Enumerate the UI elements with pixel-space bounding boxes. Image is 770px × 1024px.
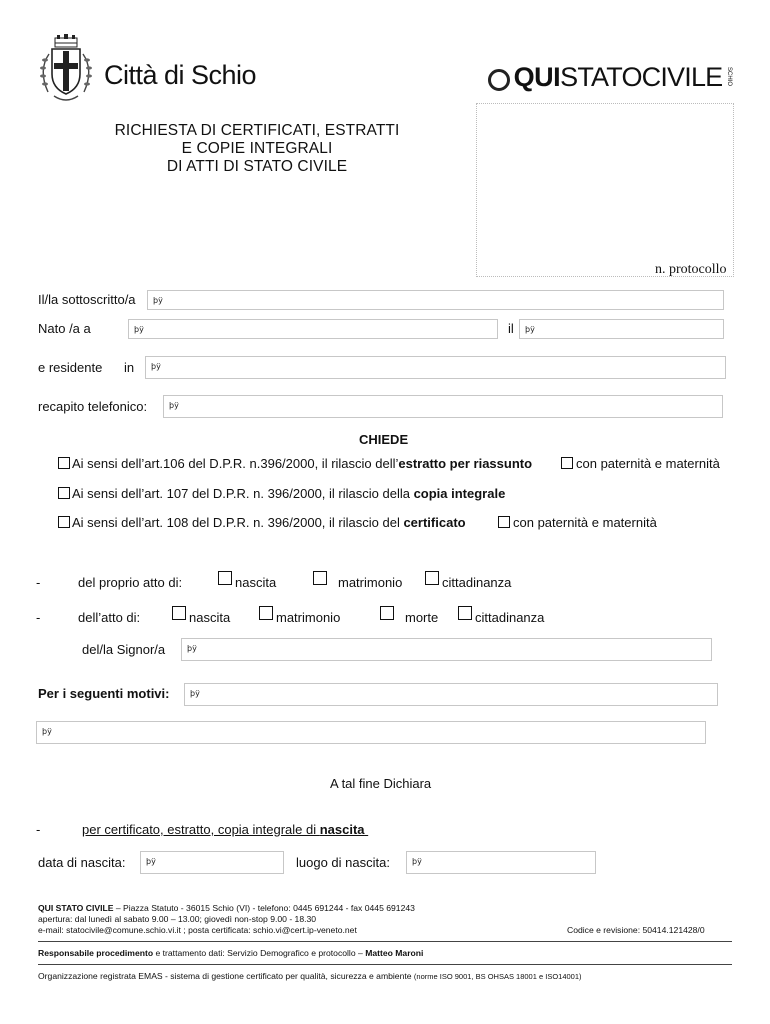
proprio-nascita-label: nascita <box>235 575 277 590</box>
footer-emas <box>38 971 582 981</box>
document-title <box>92 122 422 176</box>
footer-org-name: QUI STATO CIVILE <box>38 903 114 913</box>
copia-checkbox[interactable] <box>58 487 70 499</box>
atto-cittadinanza-label: cittadinanza <box>475 610 545 625</box>
opt2-text-bold: copia integrale <box>413 486 506 501</box>
nato-label: Nato /a a <box>38 321 91 336</box>
signor-field[interactable]: þÿ <box>181 638 712 661</box>
il-label: il <box>508 321 514 336</box>
title-line-1: RICHIESTA DI CERTIFICATI, ESTRATTI <box>114 122 400 139</box>
atto-matrimonio-label: matrimonio <box>276 610 341 625</box>
proprio-cittadinanza-label: cittadinanza <box>442 575 512 590</box>
footer-emas-text: Organizzazione registrata EMAS - sistema di gestione certificato per qualità, sicurezza e ambiente <box>38 971 414 981</box>
chiede-heading: CHIEDE <box>359 432 409 447</box>
birthdate-field[interactable]: þÿ <box>519 319 724 339</box>
footer-resp-bold: Responsabile procedimento <box>38 948 154 958</box>
atto-nascita-checkbox[interactable] <box>172 606 186 620</box>
footer-org-address: – Piazza Statuto - 36015 Schio (VI) - telefono: 0445 691244 - fax 0445 691243 <box>113 903 415 913</box>
opt3-paternity-label: con paternità e maternità <box>513 515 657 530</box>
atto-cittadinanza-checkbox[interactable] <box>458 606 472 620</box>
opt1-text-bold: estratto per riassunto <box>398 456 533 471</box>
opt1-text <box>72 456 532 471</box>
luogo-nascita-field[interactable]: þÿ <box>406 851 596 874</box>
opt2-text <box>72 486 505 501</box>
certificato-checkbox[interactable] <box>58 516 70 528</box>
brand-bold: QUI <box>513 62 561 92</box>
residence-field[interactable]: þÿ <box>145 356 726 379</box>
city-crest-logo <box>34 34 98 106</box>
opt2-text-regular: Ai sensi dell’art. 107 del D.P.R. n. 396/2000, il rilascio della <box>72 486 414 501</box>
data-nascita-label: data di nascita: <box>38 855 126 870</box>
dash-2: - <box>36 610 41 625</box>
dash-1: - <box>36 575 41 590</box>
opt1-paternity-label: con paternità e maternità <box>576 456 720 471</box>
nascita-section-bold: nascita <box>319 822 365 837</box>
dash-3: - <box>36 822 41 837</box>
motivi-field-2[interactable]: þÿ <box>36 721 706 744</box>
in-label: in <box>124 360 135 375</box>
proprio-cittadinanza-checkbox[interactable] <box>425 571 439 585</box>
footer-code: Codice e revisione: 50414.121428/0 <box>567 925 705 935</box>
recapito-label: recapito telefonico: <box>38 399 148 414</box>
footer-hours: apertura: dal lunedì al sabato 9.00 – 13.00; giovedì non-stop 9.00 - 18.30 <box>38 914 317 924</box>
footer-resp-mid: e trattamento dati: Servizio Demografico e protocollo – <box>153 948 366 958</box>
certificato-paternity-checkbox[interactable] <box>498 516 510 528</box>
phone-field[interactable]: þÿ <box>163 395 723 418</box>
opt3-text <box>72 515 466 530</box>
footer-divider-1 <box>38 941 732 942</box>
title-line-3: DI ATTI DI STATO CIVILE <box>166 158 348 175</box>
motivi-field[interactable]: þÿ <box>184 683 718 706</box>
nascita-section-label <box>82 822 368 837</box>
atto-matrimonio-checkbox[interactable] <box>259 606 273 620</box>
opt3-text-regular: Ai sensi dell’art. 108 del D.P.R. n. 396/2000, il rilascio del <box>72 515 404 530</box>
proprio-nascita-checkbox[interactable] <box>218 571 232 585</box>
protocol-label: n. protocollo <box>655 262 727 277</box>
brand-logo <box>488 62 732 96</box>
opt1-text-regular: Ai sensi dell’art.106 del D.P.R. n.396/2000, il rilascio dell’ <box>72 456 399 471</box>
proprio-matrimonio-label: matrimonio <box>338 575 403 590</box>
sottoscritto-label: Il/la sottoscritto/a <box>38 292 136 307</box>
estratto-checkbox[interactable] <box>58 457 70 469</box>
birthplace-field[interactable]: þÿ <box>128 319 498 339</box>
atto-morte-label: morte <box>405 610 439 625</box>
brand-small: SCHIO <box>726 67 732 87</box>
brand-icon <box>488 69 510 91</box>
motivi-label: Per i seguenti motivi: <box>38 686 170 701</box>
opt3-text-bold: certificato <box>403 515 466 530</box>
dichiara-label: A tal fine Dichiara <box>330 776 432 791</box>
sottoscritto-field[interactable]: þÿ <box>147 290 724 310</box>
proprio-atto-label: del proprio atto di: <box>78 575 183 590</box>
luogo-nascita-label: luogo di nascita: <box>296 855 390 870</box>
footer-divider-2 <box>38 964 732 965</box>
footer-emas-small: (norme ISO 9001, BS OHSAS 18001 e ISO14001) <box>413 972 582 981</box>
signor-label: del/la Signor/a <box>82 642 166 657</box>
footer-address <box>38 903 415 913</box>
footer-email: e-mail: statocivile@comune.schio.vi.it ; posta certificata: schio.vi@cert.ip-veneto.net <box>38 925 357 935</box>
residente-label: e residente <box>38 360 103 375</box>
atto-nascita-label: nascita <box>189 610 231 625</box>
atto-morte-checkbox[interactable] <box>380 606 394 620</box>
brand-regular: STATOCIVILE <box>560 62 723 92</box>
nascita-section-text: per certificato, estratto, copia integrale di <box>82 822 320 837</box>
estratto-paternity-checkbox[interactable] <box>561 457 573 469</box>
atto-label: dell’atto di: <box>78 610 141 625</box>
footer-resp-name: Matteo Maroni <box>365 948 424 958</box>
proprio-matrimonio-checkbox[interactable] <box>313 571 327 585</box>
protocol-box <box>476 103 734 277</box>
footer-responsabile <box>38 948 423 958</box>
city-name: Città di Schio <box>104 60 257 90</box>
data-nascita-field[interactable]: þÿ <box>140 851 284 874</box>
title-line-2: E COPIE INTEGRALI <box>181 140 333 157</box>
